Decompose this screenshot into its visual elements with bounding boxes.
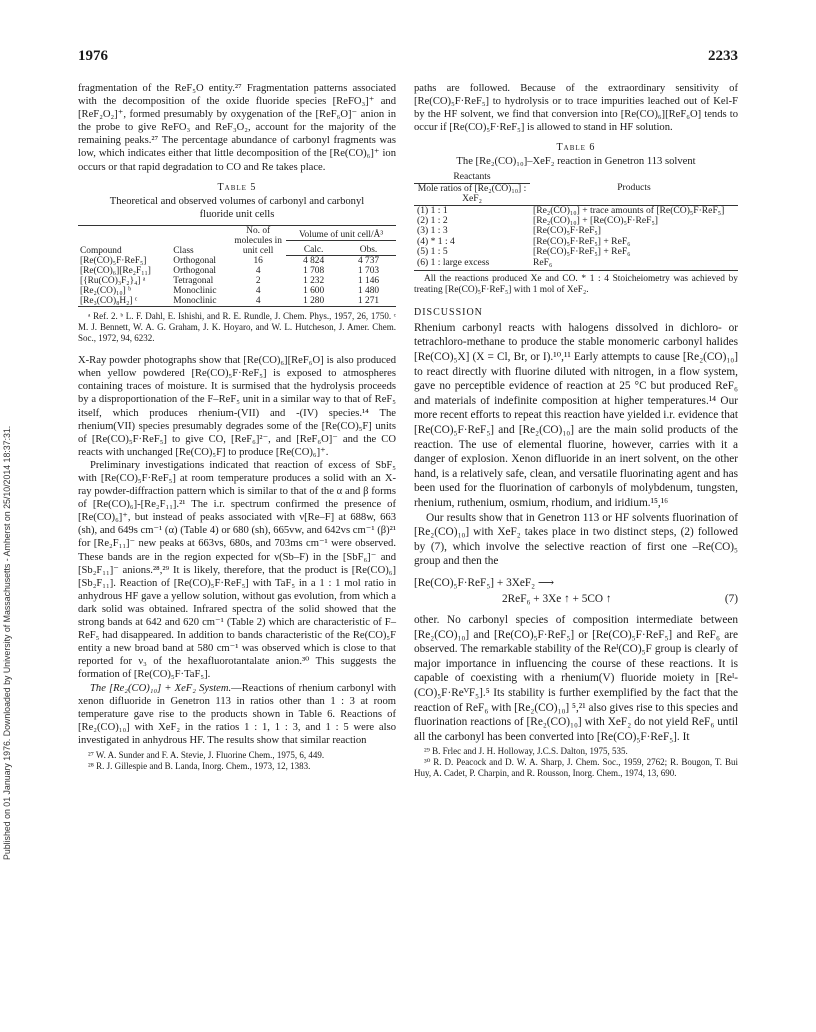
- right-footnotes: [414, 746, 738, 779]
- right-intro-paragraph: paths are followed. Because of the extraordinary sensitivity of [Re(CO)₅F·ReF₅] to hydrolysis or to trace impurities leached out of Kel-F by the HF solvent, we find that conversion into [Re(CO)₆][ReF₆O] tends to occur if [Re(CO)₅F·ReF₅] is allowed to stand in HF solution.: [414, 83, 738, 134]
- table6-cell-products: [Re₂(CO)₁₀] + [Re(CO)₅F·ReF₅]: [533, 215, 658, 226]
- equation-line-2: 2ReF₆ + 3Xe ↑ + 5CO ↑: [502, 592, 612, 605]
- journal-year: 1976: [78, 48, 108, 64]
- table5-cell-molecules: 4: [230, 296, 286, 307]
- table5-col-molecules: No. of molecules in unit cell: [234, 225, 282, 256]
- table6-cell-ratio: (5) 1 : 5: [417, 246, 448, 258]
- table6-cell-ratio: (2) 1 : 2: [417, 215, 448, 226]
- table5-col-compound: Compound: [80, 245, 122, 256]
- system-paragraph-text: —Reactions of rhenium carbonyl with xenon difluoride in Genetron 113 in ratios other than 1 : 3 at room temperature gave rise to the products shown in Table 6. Reactions of [Re₂(CO)₁₀] with XeF₂ in the ratios 1 : 1, 1 : 3, and 1 : 5 were also investigated in anhydrous HF. The results show that similar reaction: [78, 682, 396, 746]
- system-paragraph: [78, 682, 396, 747]
- xray-paragraph: X-Ray powder photographs show that [Re(CO)₆][ReF₆O] is also produced when yellow powdered [Re(CO)₅F·ReF₅] is exposed to atmospheres containing traces of moisture. It is surmised that the hydrolysis proceeds by a disproportionation of the F–ReF₅ unit in a similar way to that of ReF₅ itself, which produces rhenium-(VII) and -(IV) species.¹⁴ The rhenium(VII) species presumably degrades some of the [Re(CO)₅F] units of [Re(CO)₅F·ReF₅] to give CO, [ReF₆]²⁻, and [ReF₆O]⁻ and the CO reacts with unchanged [Re(CO)₅F] to produce [Re(CO)₆]⁺.: [78, 355, 396, 458]
- discussion-paragraph-3: other. No carbonyl species of composition intermediate between [Re₂(CO)₁₀] and [Re(CO)₅F·ReF₅] or [Re(CO)₅F·ReF₅] and ReF₆ are observed. The remarkable stability of the Reᴵ(CO)₅F group is clearly of major importance in influencing the course of these reactions. It is capable of coexisting with a rhenium(V) fluoride moiety in [Reᴵ-(CO)₅F·ReⱽF₅].⁵ Its stability is further exemplified by the fact that the reaction of ReF₆ with [Re₂(CO)₁₀] ⁵,²¹ also gives rise to this species and fluorination reactions of [Re₂(CO)₁₀] with XeF₂ do not yield ReF₆ until all the carbonyl has been converted into [Re(CO)₅F·ReF₅]. It: [414, 613, 738, 743]
- table5-cell-class: Monoclinic: [171, 296, 230, 307]
- table5-col-obs: Obs.: [341, 240, 396, 255]
- table5-col-volume: Volume of unit cell/Å³: [286, 225, 396, 240]
- table5-cell-molecules: 4: [255, 266, 261, 277]
- preliminary-paragraph: Preliminary investigations indicated that reaction of excess of SbF₅ with [Re(CO)₅F·ReF₅] at room temperature produces a solid with an X-ray powder-diffraction pattern which is similar to that of the α and β forms of [Re(CO)₆]-[Re₂F₁₁].²¹ The i.r. spectrum confirmed the presence of [Re(CO)₆]⁺, but instead of peaks associated with ν[Re–F] at 688w, 663 (sh), and 649s cm⁻¹ (α) (Table 4) or 680 (sh), 665vw, and 642vs cm⁻¹ (β)²¹ for [Re₂F₁₁]⁻ new peaks at 663vs, 680s, and 703ms cm⁻¹ were observed. These bands are in the region expected for ν(Sb–F) in the [SbF₆]⁻ and [Sb₂F₁₁]⁻ anions.²⁸,²⁹ It is likely, therefore, that the product is [Re(CO)₆][Sb₂F₁₁]. Reaction of [Re(CO)₅F·ReF₅] with TaF₅ in a 1 : 1 mol ratio in anhydrous HF gave a yellow solution, without gas evolution, from which a dark solid was obtained. Infrared spectra of the solid showed that the strong bands at 642 and 620 cm⁻¹ (Table 2) which are characteristic of F–ReF₅ had disappeared. In addition to bands characteristic of the Re(CO)₅F entity a new broad band at 580 cm⁻¹ was observed which is close to that reported for ν₃ of the hexafluorotantalate anion.³⁰ This suggests the formation of [Re(CO)₅F·TaF₅].: [78, 459, 396, 681]
- equation-line-1: [Re(CO)₅F·ReF₅] + 3XeF₂ ⟶: [414, 576, 555, 589]
- footnote-29: ²⁹ B. Frlec and J. H. Holloway, J.C.S. Dalton, 1975, 535.: [424, 746, 628, 757]
- table6: [414, 172, 738, 271]
- table5: [78, 225, 396, 308]
- table5-cell-compound: [{Ru(CO)₃F₂}₄] ᵃ: [80, 276, 146, 287]
- discussion-heading: DISCUSSION: [414, 306, 483, 318]
- table6-cell-ratio: (6) 1 : large excess: [414, 258, 530, 271]
- system-subheading: The [Re₂(CO)₁₀] + XeF₂ System.: [90, 682, 232, 694]
- table5-label: Table 5: [217, 181, 257, 193]
- table5-col-calc: Calc.: [286, 240, 341, 255]
- table-row: [414, 258, 738, 271]
- table5-cell-calc: 4 824: [303, 256, 325, 267]
- table5-cell-calc: 1 232: [303, 276, 325, 287]
- table5-col-class: Class: [173, 245, 194, 256]
- table6-cell-ratio: (4) * 1 : 4: [417, 235, 455, 247]
- page-number: 2233: [708, 48, 738, 64]
- table6-cell-ratio: (1) 1 : 1: [414, 205, 530, 216]
- table6-cell-products: [Re(CO)₅F·ReF₅] + ReF₆: [533, 235, 631, 247]
- table5-caption: Theoretical and observed volumes of carbonyl and carbonyl fluoride unit cells: [109, 195, 365, 220]
- table6-cell-ratio: (3) 1 : 3: [417, 225, 448, 237]
- table6-col-reactants: Reactants: [414, 172, 530, 183]
- table6-cell-products: ReF₆: [530, 258, 738, 271]
- table5-cell-obs: 1 146: [357, 276, 380, 287]
- discussion-paragraph-2: Our results show that in Genetron 113 or HF solvents fluorination of [Re₂(CO)₁₀] with XeF₂ takes place in two distinct steps, (2) followed by (7), which involve the selective reaction of first one –Re(CO)₅ group and then the: [414, 511, 738, 568]
- download-watermark-text: Published on 01 January 1976. Downloaded by University of Massachusetts - Amherst on 25/10/2014 18:37:31.: [2, 425, 12, 860]
- table-row: [78, 276, 396, 286]
- right-column: [414, 82, 738, 779]
- table6-col-products: Products: [617, 182, 651, 194]
- table5-cell-class: Tetragonal: [173, 276, 214, 287]
- table5-cell-class: Orthogonal: [173, 255, 216, 266]
- table5-cell-obs: 1 703: [357, 266, 380, 277]
- table5-cell-class: Orthogonal: [173, 266, 216, 277]
- discussion-paragraph-1: Rhenium carbonyl reacts with halogens dissolved in dichloro- or tetrachloro-methane to produce the stable monomeric carbonyl halides [Re(CO)₅X] (X = Cl, Br, or I).¹⁰,¹¹ Early attempts to cause [Re₂(CO)₁₀] to react directly with fluorine diluted with nitrogen, in a flow system, gave no perceptible evidence of reaction at 25 °C but produced ReF₆ and materials of indefinite composition at higher temperatures.¹⁴ Our more recent efforts to repeat this reaction have yielded i.r. evidence that [Re(CO)₅F·ReF₅] and [Re₂(CO)₁₀] are the main solid products of the reaction. The use of elemental fluorine, however, carries with it a danger of explosion. Xenon difluoride in an inert solvent, on the other hand, is a relatively safe, clean, and versatile fluorinating agent and has been used for the fluorination of carbonyls of molybdenum, tungsten, rhenium, ruthenium, osmium, rhodium, and iridium.¹⁵,¹⁶: [414, 321, 738, 509]
- table5-cell-compound: [Re₃(CO)₈H₂] ᶜ: [78, 296, 171, 307]
- table5-cell-calc: 1 280: [286, 296, 341, 307]
- table-row: [78, 256, 396, 267]
- left-intro-paragraph: fragmentation of the ReF₅O entity.²⁷ Fragmentation patterns associated with the decomposition of the oxide fluoride species [ReFO₃]⁺ and [ReF₂O₂]⁺, formed presumably by oxygenation of the [ReF₆O]⁻ anion in the probe to give ReFO₃ and ReF₃O₂, account for the majority of the remaining peaks.²⁷ The percentage abundance of carbonyl fragments was low, which indicates either that little decomposition of the [Re(CO)₆]⁺ ion occurs or that rapid degradation to CO and Re takes place.: [78, 83, 396, 173]
- download-watermark: [2, 160, 16, 860]
- table-row: [78, 286, 396, 296]
- table5-cell-class: Monoclinic: [173, 286, 217, 297]
- table-row: [78, 296, 396, 307]
- table6-cell-products: [Re(CO)₅F·ReF₅]: [533, 225, 601, 237]
- page-header: [78, 48, 738, 68]
- left-footnotes: [78, 750, 396, 772]
- table6-note: All the reactions produced Xe and CO. * 1 : 4 Stoicheiometry was achieved by treating [Re(CO)₅F·ReF₅] with 1 mol of XeF₂.: [414, 274, 738, 296]
- table5-cell-obs: 4 737: [357, 256, 380, 267]
- table5-footnote: ᵃ Ref. 2. ᵇ L. F. Dahl, E. Ishishi, and R. E. Rundle, J. Chem. Phys., 1957, 26, 1750. ᶜ M. J. Bennett, W. A. G. Graham, J. K. Hoyaro, and W. L. Hutcheson, J. Amer. Chem. Soc., 1972, 94, 6232.: [78, 311, 396, 344]
- table5-cell-molecules: 16: [253, 255, 263, 266]
- table6-caption: The [Re₂(CO)₁₀]–XeF₂ reaction in Genetron 113 solvent: [456, 156, 696, 168]
- left-column: [78, 82, 396, 772]
- equation-7: [414, 575, 738, 607]
- table5-cell-compound: [Re₂(CO)₁₀] ᵇ: [80, 286, 131, 297]
- table5-cell-molecules: 2: [255, 276, 261, 287]
- table5-cell-calc: 1 708: [303, 266, 325, 277]
- footnote-28: ²⁸ R. J. Gillespie and B. Landa, Inorg. Chem., 1973, 12, 1383.: [88, 760, 311, 771]
- table5-cell-molecules: 4: [255, 286, 261, 297]
- table-row: [78, 266, 396, 276]
- table5-cell-obs: 1 480: [357, 286, 380, 297]
- footnote-27: ²⁷ W. A. Sunder and F. A. Stevie, J. Fluorine Chem., 1975, 6, 449.: [88, 749, 325, 760]
- table5-cell-compound: [Re(CO)₅F·ReF₅]: [80, 255, 147, 266]
- table5-cell-obs: 1 271: [341, 296, 396, 307]
- table6-cell-products: [Re₂(CO)₁₀] + trace amounts of [Re(CO)₅F·ReF₅]: [530, 205, 738, 216]
- table5-cell-compound: [Re(CO)₆][Re₂F₁₁]: [80, 266, 151, 277]
- table6-cell-products: [Re(CO)₅F·ReF₅] + ReF₆: [533, 246, 631, 258]
- equation-number: (7): [724, 592, 738, 605]
- table5-cell-calc: 1 600: [303, 286, 325, 297]
- table6-label: Table 6: [556, 142, 596, 154]
- footnote-30: ³⁰ R. D. Peacock and D. W. A. Sharp, J. Chem. Soc., 1959, 2762; R. Bougon, T. Bui Huy, A. Cadet, P. Charpin, and R. Rousson, Inorg. Chem., 1974, 13, 690.: [414, 757, 738, 779]
- table6-col-mole-ratios: Mole ratios of [Re₂(CO)₁₀] : XeF₂: [414, 183, 530, 205]
